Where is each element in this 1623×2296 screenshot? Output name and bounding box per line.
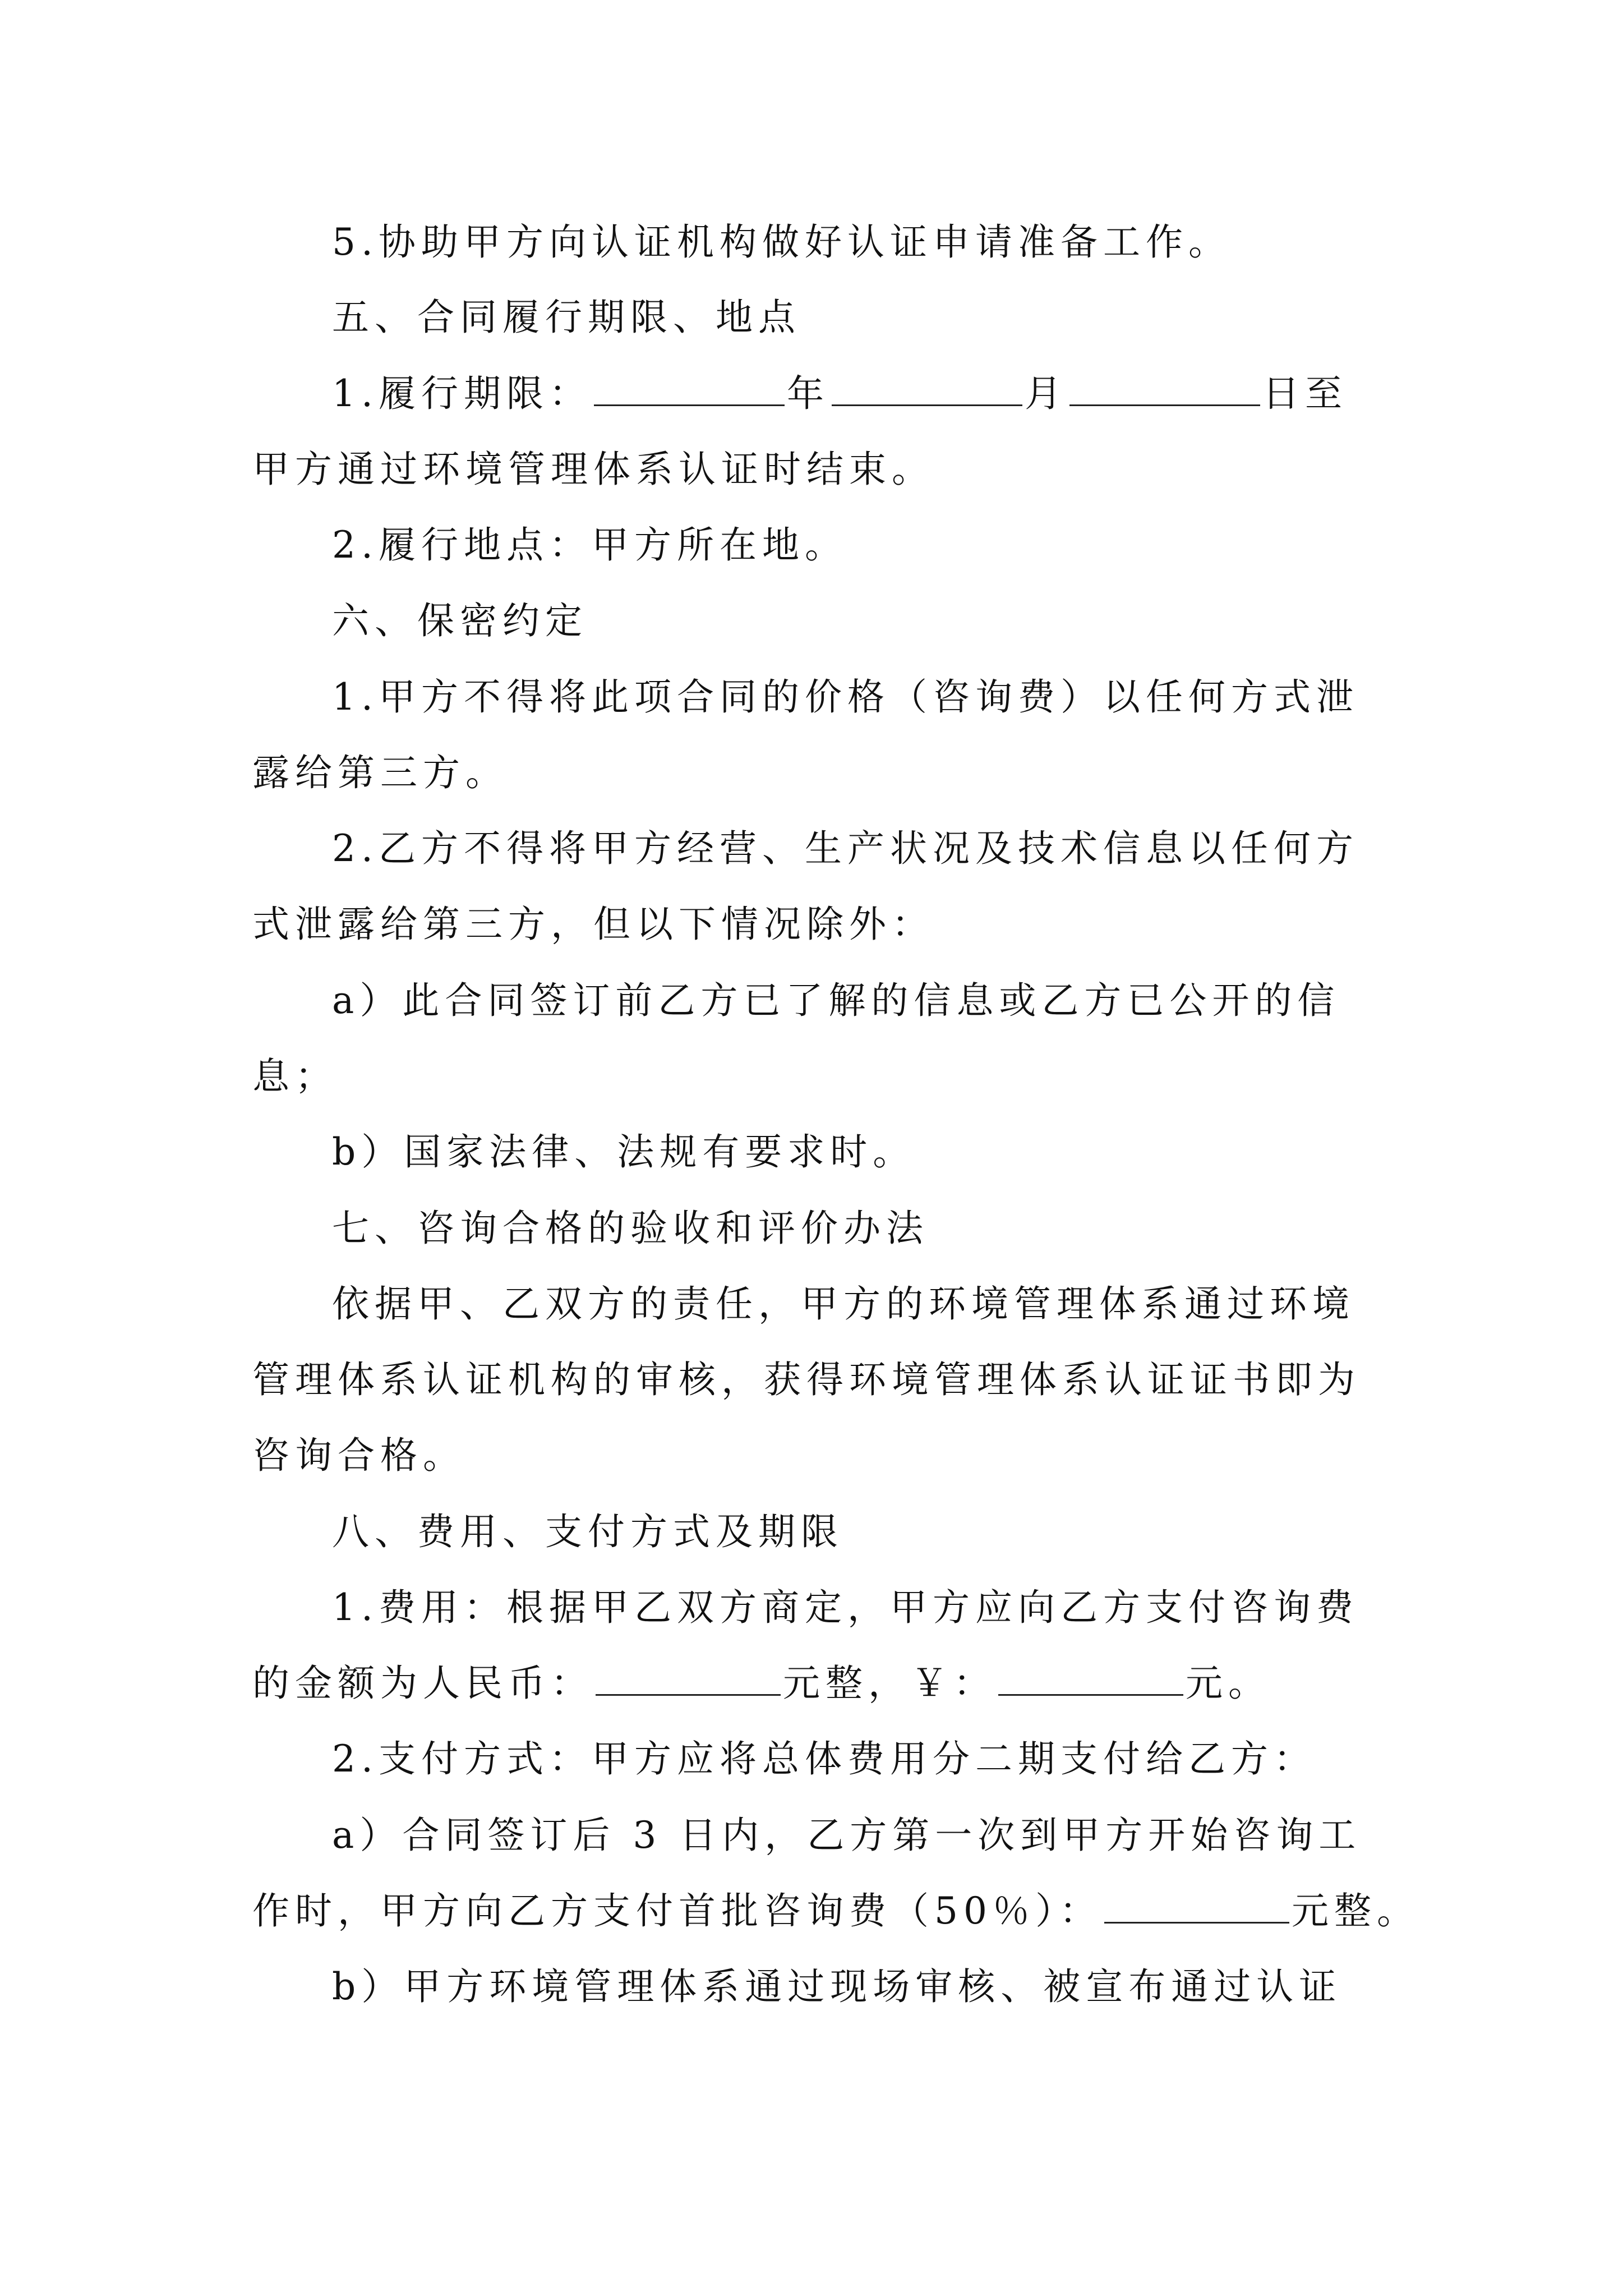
clause-8-item-2b-line-1: b）甲方环境管理体系通过现场审核、被宣布通过认证 xyxy=(332,1965,1342,2008)
clause-6-item-2-line-2: 式泄露给第三方，但以下情况除外： xyxy=(252,903,934,946)
clause-6-item-2b: b）国家法律、法规有要求时。 xyxy=(332,1130,916,1174)
clause-8-item-1-line-2 xyxy=(252,1655,1271,1711)
first-payment-label: 作时，甲方向乙方支付首批咨询费（50％）： xyxy=(252,1889,1102,1932)
day-unit: 日至 xyxy=(1262,372,1348,415)
amount-words-blank xyxy=(596,1659,781,1696)
year-unit: 年 xyxy=(786,372,829,415)
section-7-heading: 七、咨询合格的验收和评价办法 xyxy=(332,1207,929,1250)
year-blank xyxy=(594,370,785,406)
clause-4-item-5: 5.协助甲方向认证机构做好认证申请准备工作。 xyxy=(332,220,1231,264)
section-6-heading: 六、保密约定 xyxy=(332,599,588,642)
clause-8-item-2a-line-1: a）合同签订后 3 日内，乙方第一次到甲方开始咨询工 xyxy=(332,1814,1362,1857)
clause-8-item-1-line-1: 1.费用：根据甲乙双方商定，甲方应向乙方支付咨询费 xyxy=(332,1586,1359,1629)
day-blank xyxy=(1069,370,1260,406)
clause-8-item-2: 2.支付方式：甲方应将总体费用分二期支付给乙方： xyxy=(332,1737,1316,1780)
clause-6-item-2-line-1: 2.乙方不得将甲方经营、生产状况及技术信息以任何方 xyxy=(332,827,1359,870)
clause-7-body-line-1: 依据甲、乙双方的责任，甲方的环境管理体系通过环境 xyxy=(332,1282,1355,1326)
section-8-heading: 八、费用、支付方式及期限 xyxy=(332,1510,843,1553)
section-5-heading: 五、合同履行期限、地点 xyxy=(332,296,801,339)
clause-5-item-2: 2.履行地点：甲方所在地。 xyxy=(332,523,847,567)
clause-5-item-1-line-1 xyxy=(332,366,1348,422)
clause-5-item-1-line-2: 甲方通过环境管理体系认证时结束。 xyxy=(252,448,934,491)
month-blank xyxy=(832,370,1022,406)
month-unit: 月 xyxy=(1024,372,1067,415)
amount-label: 的金额为人民币： xyxy=(252,1662,593,1705)
clause-5-item-1-label: 1.履行期限： xyxy=(332,372,592,415)
clause-6-item-2a-line-2: 息； xyxy=(252,1055,338,1098)
amount-figures-blank xyxy=(998,1659,1183,1696)
first-payment-blank xyxy=(1104,1887,1289,1924)
amount-suffix: 元。 xyxy=(1186,1662,1271,1705)
clause-7-body-line-3: 咨询合格。 xyxy=(252,1434,465,1477)
clause-6-item-1-line-2: 露给第三方。 xyxy=(252,751,508,794)
clause-6-item-2a-line-1: a）此合同签订前乙方已了解的信息或乙方已公开的信 xyxy=(332,979,1340,1022)
clause-6-item-1-line-1: 1.甲方不得将此项合同的价格（咨询费）以任何方式泄 xyxy=(332,675,1359,719)
amount-mid-text: 元整，￥： xyxy=(783,1662,996,1705)
clause-8-item-2a-line-2 xyxy=(252,1883,1419,1939)
first-payment-suffix: 元整。 xyxy=(1291,1889,1419,1932)
clause-7-body-line-2: 管理体系认证机构的审核，获得环境管理体系认证证书即为 xyxy=(252,1358,1361,1401)
